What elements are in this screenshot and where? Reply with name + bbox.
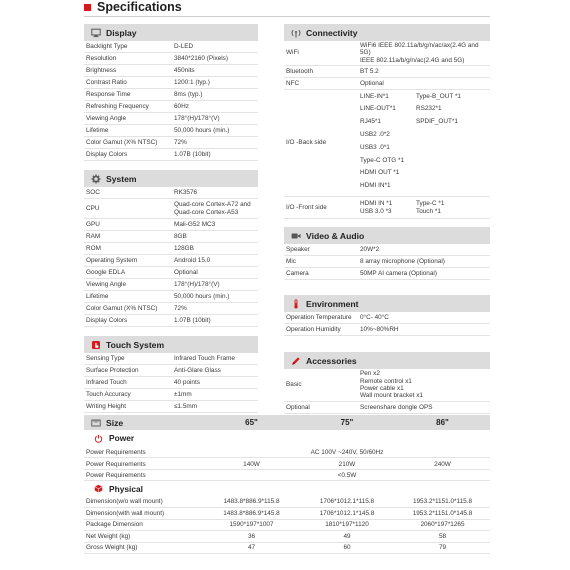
- size-table-header: [84, 415, 490, 430]
- power-req-label: Power Requirements: [86, 449, 146, 456]
- accessories-section-header: [284, 352, 490, 369]
- front-port-item: HDMI IN *1: [360, 200, 393, 208]
- spec-value: 60Hz: [174, 102, 189, 110]
- bluetooth-value: BT 5.2: [360, 67, 379, 75]
- spec-label: GPU: [86, 220, 100, 228]
- page-title-text: Specifications: [97, 0, 182, 14]
- spec-label: Color Gamut (X% NTSC): [86, 304, 158, 312]
- spec-row: [84, 77, 258, 89]
- wifi-row: [284, 41, 490, 66]
- spec-value: 8GB: [174, 232, 187, 240]
- environment-table: [284, 312, 490, 336]
- spec-label: Operation Humidity: [286, 325, 341, 333]
- io-front-row: [284, 197, 490, 219]
- physical-value: 1810*197*1120: [325, 521, 369, 529]
- gear-icon: [91, 174, 101, 184]
- io-back-row: [284, 90, 490, 197]
- spec-value: Anti-Glare Glass: [174, 366, 221, 374]
- physical-row: [84, 497, 490, 509]
- spec-label: Display Colors: [86, 150, 128, 158]
- spec-label: Refreshing Frequency: [86, 102, 149, 110]
- physical-value: 1483.8*886.9*115.8: [223, 498, 280, 506]
- spec-value: 50,000 hours (min.): [174, 126, 230, 134]
- spec-label: Brightness: [86, 66, 117, 74]
- spec-row: [84, 199, 258, 219]
- wifi-label: WiFi: [286, 49, 299, 57]
- spec-label: Resolution: [86, 54, 117, 62]
- pen-icon: [291, 356, 301, 366]
- spec-value: Infrared Touch Frame: [174, 354, 235, 362]
- spec-label: Color Gamut (X% NTSC): [86, 138, 158, 146]
- physical-value: 49: [343, 532, 351, 540]
- spec-row: [284, 268, 490, 280]
- spec-row: [284, 312, 490, 324]
- nfc-row: [284, 78, 490, 90]
- power-req-label: Power Requirements: [86, 460, 146, 468]
- system-table: [84, 187, 258, 327]
- spec-value: 72%: [174, 138, 187, 146]
- physical-value: 1953.2*1151.0*115.8: [412, 498, 473, 506]
- back-port-item: Type-B_OUT *1: [416, 92, 461, 100]
- spec-value: 50MP AI camera (Optional): [360, 269, 437, 277]
- spec-row: [84, 365, 258, 377]
- spec-value: 0°C- 40°C: [360, 313, 389, 321]
- spec-row: [84, 291, 258, 303]
- spec-value: Mali-G52 MC3: [174, 220, 216, 228]
- spec-row: [84, 149, 258, 161]
- display-section-header: [84, 24, 258, 41]
- physical-value: 2060*197*1265: [420, 521, 465, 529]
- size-86-header: 86": [436, 418, 449, 427]
- spec-row: [84, 101, 258, 113]
- right-column: [284, 24, 490, 414]
- wifi-value-line2: IEEE 802.11a/b/g/n/ac(2.4G and 5G): [360, 56, 465, 64]
- spec-row: [84, 231, 258, 243]
- size-75-header: 75": [340, 418, 354, 427]
- spec-row: [84, 377, 258, 389]
- back-port-item: Type-C OTG *1: [360, 156, 405, 164]
- spec-value: 1.07B (10bit): [174, 150, 211, 158]
- nfc-value: Optional: [360, 79, 384, 87]
- physical-value: 1706*1012.1*145.8: [319, 509, 375, 517]
- spec-row: [284, 324, 490, 336]
- spec-row: [84, 279, 258, 291]
- back-port-item: RJ45*1: [360, 118, 381, 126]
- spec-value: 128GB: [174, 244, 194, 252]
- wifi-value-line1: WiFi6 IEEE 802.11a/b/g/n/ac/ax(2.4G and 5G): [360, 41, 479, 57]
- back-port-item: RS232*1: [416, 105, 442, 113]
- spec-label: Lifetime: [86, 126, 109, 134]
- spec-label: Google EDLA: [86, 268, 126, 276]
- system-section-title: System: [106, 173, 137, 184]
- physical-subheader-title: Physical: [109, 483, 143, 494]
- spec-row: [284, 244, 490, 256]
- spec-label: Backlight Type: [86, 42, 128, 50]
- power-75-value: 210W: [338, 460, 356, 468]
- io-front-label: I/O -Front side: [286, 203, 327, 211]
- spec-row: [84, 137, 258, 149]
- title-marker: [84, 4, 91, 11]
- ruler-icon: [91, 418, 101, 428]
- row-divider: [84, 469, 490, 470]
- spec-value: 20W*2: [360, 245, 380, 253]
- power-standby-value: <0.5W: [337, 472, 357, 479]
- spec-value: 450nits: [174, 66, 195, 74]
- spec-row: [84, 113, 258, 125]
- accessories-optional-row: [284, 402, 490, 414]
- spec-label: Viewing Angle: [86, 280, 127, 288]
- touch-table: [84, 353, 258, 413]
- display-section-title: Display: [106, 27, 137, 38]
- spec-row: [84, 401, 258, 413]
- video-audio-table: [284, 244, 490, 280]
- spec-value: 3840*2160 (Pixels): [174, 54, 228, 62]
- power-rows: [84, 446, 490, 481]
- accessory-item: Power cable x1: [360, 385, 404, 392]
- spec-value: RK3576: [174, 188, 198, 196]
- physical-value: 60: [343, 544, 351, 552]
- spec-value: 50,000 hours (min.): [174, 292, 230, 300]
- spec-value: D-LED: [174, 42, 194, 50]
- spec-label: Sensing Type: [86, 354, 125, 362]
- power-subheader-title: Power: [109, 433, 135, 443]
- front-ports-col2: [416, 200, 444, 215]
- spec-label: Lifetime: [86, 292, 109, 300]
- power-req-label: Power Requirements: [86, 472, 146, 479]
- antenna-icon: [291, 28, 301, 38]
- back-port-item: HDMI IN*1: [360, 182, 391, 190]
- power-icon: [94, 434, 103, 443]
- spec-row: [84, 303, 258, 315]
- spec-label: Display Colors: [86, 316, 128, 324]
- physical-table: [84, 497, 490, 555]
- spec-label: ROM: [86, 244, 101, 252]
- accessories-basic-label: Basic: [286, 381, 302, 389]
- system-section-header: [84, 170, 258, 187]
- physical-label: Dimension(w/o wall mount): [86, 498, 163, 506]
- accessories-optional-value: Screenshare dongle OPS: [360, 403, 433, 411]
- spec-row: [84, 243, 258, 255]
- row-divider: [84, 457, 490, 458]
- spec-row: [84, 53, 258, 65]
- spec-row: [84, 65, 258, 77]
- physical-value: 1590*197*1007: [229, 521, 274, 529]
- physical-row: [84, 531, 490, 543]
- spec-value: 10%~80%RH: [360, 325, 399, 333]
- wifi-value: [360, 42, 490, 64]
- front-port-item: USB 3.0 *3: [360, 207, 392, 215]
- accessory-item: Wall mount bracket x1: [360, 392, 423, 400]
- spec-label: Operation Temperature: [286, 313, 352, 321]
- spec-value: Quad-core Cortex-A72 and Quad-core Cortex-A53: [174, 201, 251, 216]
- spec-value: 178°(H)/178°(V): [174, 114, 220, 122]
- spec-row: [284, 256, 490, 268]
- back-port-item: USB3 .0*1: [360, 143, 390, 151]
- physical-value: 1706*1012.1*115.8: [319, 498, 375, 506]
- size-table-title: Size: [106, 417, 124, 428]
- spec-label: CPU: [86, 204, 100, 212]
- spec-row: [84, 219, 258, 231]
- spec-row: [84, 255, 258, 267]
- spec-label: Speaker: [286, 245, 310, 253]
- physical-row: [84, 520, 490, 532]
- spec-label: RAM: [86, 232, 101, 240]
- nfc-label: NFC: [286, 79, 300, 87]
- touch-icon: [91, 340, 101, 350]
- physical-row: [84, 508, 490, 520]
- accessories-basic-items: [360, 370, 490, 400]
- spec-row: [84, 89, 258, 101]
- power-86-value: 240W: [434, 460, 451, 468]
- spec-label: Operating System: [86, 256, 138, 264]
- video-audio-section-header: [284, 227, 490, 244]
- physical-label: Dimension(with wall mount): [86, 509, 165, 517]
- front-ports-col1: [360, 200, 416, 215]
- accessory-item: Remote control x1: [360, 377, 412, 385]
- thermometer-icon: [291, 299, 301, 309]
- spec-label: Camera: [286, 269, 309, 277]
- physical-value: 1953.2*1151.0*145.8: [412, 509, 473, 517]
- spec-label: Mic: [286, 257, 296, 265]
- power-65-value: 140W: [243, 460, 260, 468]
- spec-row: [84, 315, 258, 327]
- spec-value: 72%: [174, 304, 187, 312]
- touch-section-title: Touch System: [106, 339, 165, 350]
- box-icon: [94, 484, 103, 493]
- io-back-label: I/O -Back side: [286, 139, 327, 147]
- spec-row: [84, 187, 258, 199]
- spec-row: [84, 125, 258, 137]
- power-input-value: AC 100V ~240V, 50/60Hz: [310, 449, 384, 456]
- front-port-item: Type-C *1: [416, 200, 445, 208]
- spec-value: 1.07B (10bit): [174, 316, 211, 324]
- spec-label: Viewing Angle: [86, 114, 127, 122]
- physical-value: 47: [247, 544, 256, 552]
- physical-label: Gross Weight (kg): [86, 544, 138, 552]
- physical-value: 79: [438, 544, 447, 552]
- spec-value: Optional: [174, 268, 198, 276]
- spec-value: ≤1.5mm: [174, 402, 198, 410]
- physical-value: 36: [247, 532, 256, 540]
- physical-label: Package Dimension: [86, 521, 143, 529]
- spec-label: Infrared Touch: [86, 378, 127, 386]
- spec-label: Touch Accuracy: [86, 390, 131, 398]
- spec-value: 1200:1 (typ.): [174, 78, 210, 86]
- spec-row: [84, 389, 258, 401]
- physical-value: 58: [438, 532, 447, 540]
- accessories-basic-row: [284, 369, 490, 402]
- io-front-ports: [360, 200, 490, 215]
- power-subheader: [84, 430, 490, 446]
- spec-value: 178°(H)/178°(V): [174, 280, 220, 288]
- page-title: [84, 0, 182, 14]
- spec-row: [84, 41, 258, 53]
- physical-label: Net Weight (kg): [86, 532, 131, 540]
- display-table: [84, 41, 258, 161]
- accessories-optional-label: Optional: [286, 403, 310, 411]
- connectivity-section-header: [284, 24, 490, 41]
- spec-value: 8 array microphone (Optional): [360, 257, 445, 265]
- size-65-header: 65": [245, 418, 258, 427]
- spec-label: Contrast Ratio: [86, 78, 127, 86]
- accessories-section-title: Accessories: [306, 355, 357, 366]
- physical-subheader: [84, 481, 490, 497]
- spec-label: Response Time: [86, 90, 131, 98]
- back-port-item: HDMI OUT *1: [360, 169, 400, 177]
- spec-row: [84, 267, 258, 279]
- accessory-item: Pen x2: [360, 370, 380, 378]
- connectivity-section-title: Connectivity: [306, 27, 358, 38]
- spec-row: [84, 353, 258, 365]
- back-port-item: SPDIF_OUT*1: [416, 118, 458, 126]
- back-port-item: USB2 .0*2: [360, 130, 390, 138]
- io-back-ports: [360, 90, 490, 197]
- camera-icon: [291, 231, 301, 241]
- physical-value: 1483.8*886.9*145.8: [223, 509, 280, 517]
- environment-section-header: [284, 295, 490, 312]
- bluetooth-row: [284, 66, 490, 78]
- spec-label: Writing Height: [86, 402, 127, 410]
- monitor-icon: [91, 28, 101, 38]
- environment-section-title: Environment: [306, 298, 359, 309]
- touch-section-header: [84, 336, 258, 353]
- physical-row: [84, 543, 490, 555]
- back-port-item: LINE-IN*1: [360, 92, 389, 100]
- size-header-cell: [84, 418, 204, 428]
- spec-label: SOC: [86, 188, 100, 196]
- spec-value: ±1mm: [174, 390, 192, 398]
- spec-value: 40 points: [174, 378, 200, 386]
- spec-value: Android 15.0: [174, 256, 211, 264]
- title-divider: [84, 16, 490, 17]
- bluetooth-label: Bluetooth: [286, 67, 314, 75]
- spec-label: Surface Protection: [86, 366, 139, 374]
- size-table: [84, 415, 490, 554]
- back-port-item: LINE-OUT*1: [360, 105, 396, 113]
- spec-value: 8ms (typ.): [174, 90, 203, 98]
- left-column: [84, 24, 258, 413]
- video-audio-section-title: Video & Audio: [306, 230, 365, 241]
- row-divider: [84, 480, 490, 481]
- front-port-item: Touch *1: [416, 207, 441, 215]
